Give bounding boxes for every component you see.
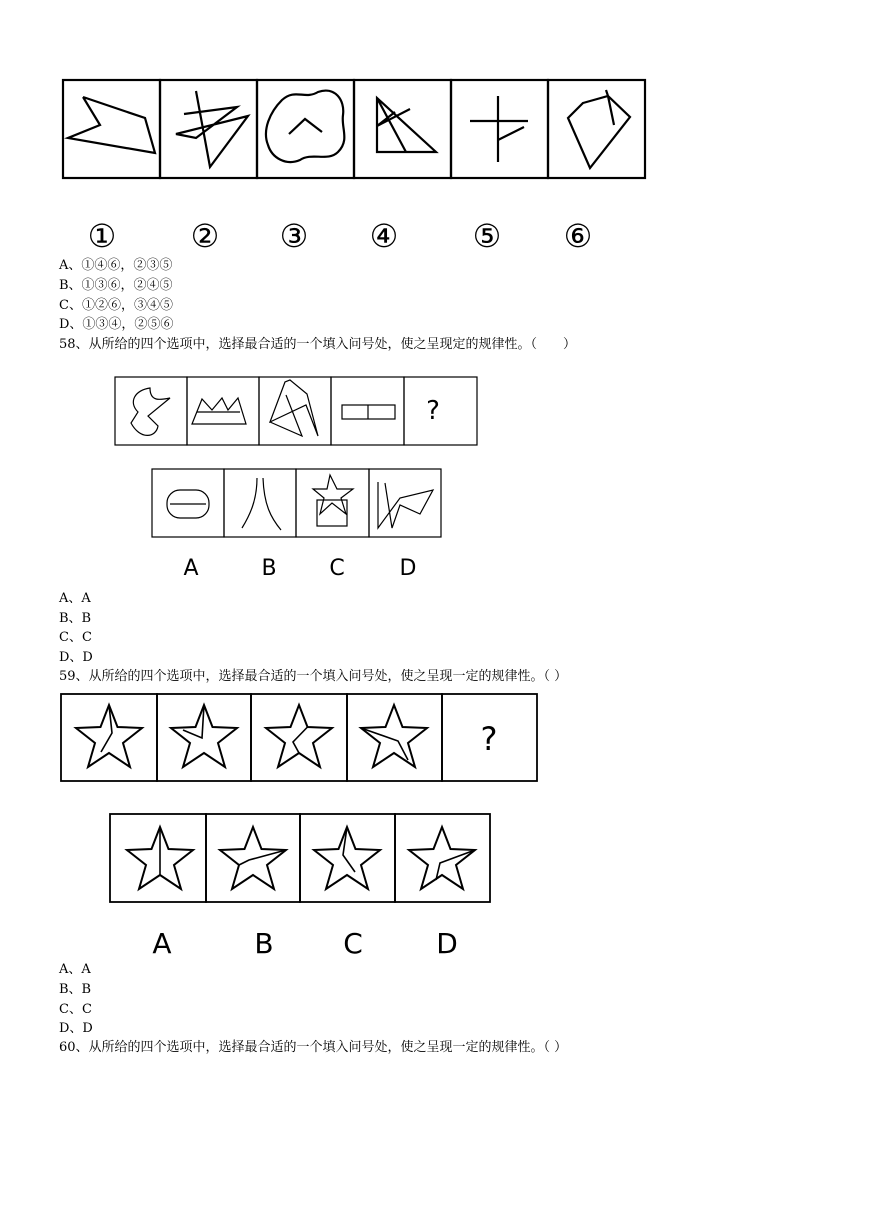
q59-choice-star-a — [127, 827, 193, 889]
q59-choice-label-c: C — [343, 927, 363, 960]
q59-choice-label-d: D — [436, 927, 458, 960]
q58-choice-label-a: A — [183, 556, 199, 581]
q59-star-2 — [171, 705, 237, 767]
q60-question-text: 60、从所给的四个选项中，选择最合适的一个填入问号处，使之呈现一定的规律性。（ ） — [59, 1040, 568, 1055]
q58-option-b: B、B — [59, 611, 92, 626]
q58-choice-label-c: C — [329, 556, 345, 581]
q57-number-4: ④ — [369, 217, 399, 255]
q59-question-text: 59、从所给的四个选项中，选择最合适的一个填入问号处，使之呈现一定的规律性。（ ） — [59, 669, 568, 684]
q57-number-1: ① — [87, 217, 117, 255]
q59-question-mark: ? — [480, 720, 498, 758]
q59-choice-label-a: A — [152, 927, 172, 960]
q59-option-b: B、B — [59, 982, 92, 997]
q59-star-1 — [76, 705, 142, 767]
q58-option-a: A、A — [59, 591, 91, 606]
q58-choice-label-b: B — [261, 556, 277, 581]
q57-number-2: ② — [190, 217, 220, 255]
q59-choice-star-c — [314, 827, 380, 889]
q59-choice-label-b: B — [254, 927, 274, 960]
q59-choice-star-b — [220, 827, 286, 889]
q57-number-6: ⑥ — [563, 217, 593, 255]
q57-option-a: A、①④⑥，②③⑤ — [59, 258, 173, 273]
q57-number-5: ⑤ — [472, 217, 502, 255]
q57-option-b: B、①③⑥，②④⑤ — [59, 278, 173, 293]
q57-number-3: ③ — [279, 217, 309, 255]
q59-option-d: D、D — [59, 1021, 93, 1036]
q59-choice-cell-a — [110, 814, 206, 902]
q59-option-a: A、A — [59, 962, 91, 977]
q58-option-c: C、C — [59, 630, 92, 645]
q59-choice-star-d — [409, 827, 475, 889]
q59-star-4 — [361, 705, 427, 767]
q57-option-c: C、①②⑥，③④⑤ — [59, 298, 173, 313]
q58-choice-label-d: D — [399, 556, 417, 581]
q59-star-3 — [266, 705, 332, 767]
q58-option-d: D、D — [59, 650, 93, 665]
q57-option-d: D、①③④，②⑤⑥ — [59, 317, 174, 332]
q58-question-text: 58、从所给的四个选项中，选择最合适的一个填入问号处，使之呈现定的规律性。（ ） — [59, 337, 577, 352]
q58-question-mark: ? — [426, 396, 440, 426]
q59-option-c: C、C — [59, 1002, 92, 1017]
